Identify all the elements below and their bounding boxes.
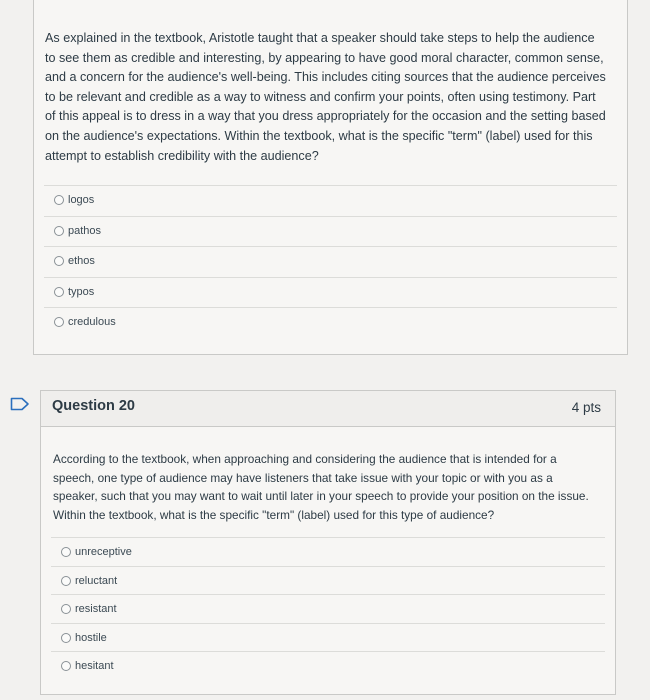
answer-label[interactable]: reluctant <box>75 574 118 587</box>
answer-label[interactable]: resistant <box>75 603 117 615</box>
answer-option[interactable] <box>44 307 617 338</box>
question-points: 4 pts <box>571 400 601 415</box>
answer-label[interactable]: pathos <box>68 224 102 237</box>
question-title: Question 20 <box>52 398 135 414</box>
answer-label[interactable]: credulous <box>68 316 116 328</box>
question-19-text: As explained in the textbook, Aristotle taught that a speaker should take steps to help the audience to see them as credible and interesting, by appearing to have good moral character, common sense, and a concern for the audience's well-being. This includes citing sources that the audience perceives to be relevant and credible as a way to witness and confirm your points, often using testimony. Part of this appeal is to dress in a way that you dress appropriately for the occasion and the setting based on the audience's expectations. Within the textbook, what is the specific "term" (label) used for this attempt to establish credibility with the audience? <box>45 31 606 163</box>
answer-label[interactable]: logos <box>68 194 95 206</box>
question-19-card <box>33 0 628 355</box>
answer-option[interactable] <box>51 623 605 652</box>
answer-option[interactable] <box>51 651 605 680</box>
answer-label[interactable]: hostile <box>75 631 107 644</box>
radio-button[interactable] <box>54 226 64 236</box>
answer-option[interactable] <box>51 594 605 623</box>
answer-option[interactable] <box>44 216 617 247</box>
answer-option[interactable] <box>51 537 605 566</box>
radio-button[interactable] <box>61 633 71 643</box>
radio-button[interactable] <box>61 576 71 586</box>
answer-option[interactable] <box>51 566 605 595</box>
answer-label[interactable]: ethos <box>68 255 95 267</box>
question-20-answers <box>41 537 615 680</box>
radio-button[interactable] <box>61 547 71 557</box>
radio-button[interactable] <box>61 661 71 671</box>
question-20-card <box>40 390 616 695</box>
flag-question-icon[interactable] <box>10 397 30 411</box>
radio-button[interactable] <box>54 287 64 297</box>
radio-button[interactable] <box>54 256 64 266</box>
answer-option[interactable] <box>44 246 617 277</box>
radio-button[interactable] <box>61 604 71 614</box>
question-20-text: According to the textbook, when approaching and considering the audience that is intended for a speech, one type of audience may have listeners that take issue with your topic or with you as a speaker, such that you may want to wait until later in your speech to provide your position on the issue. Within the textbook, what is the specific "term" (label) used for this type of audience? <box>53 452 589 522</box>
answer-label[interactable]: hesitant <box>75 660 114 672</box>
question-19-answers <box>34 185 627 338</box>
answer-label[interactable]: typos <box>68 285 95 298</box>
question-header <box>41 391 615 427</box>
answer-option[interactable] <box>44 185 617 216</box>
answer-option[interactable] <box>44 277 617 308</box>
radio-button[interactable] <box>54 317 64 327</box>
radio-button[interactable] <box>54 195 64 205</box>
answer-label[interactable]: unreceptive <box>75 546 132 558</box>
